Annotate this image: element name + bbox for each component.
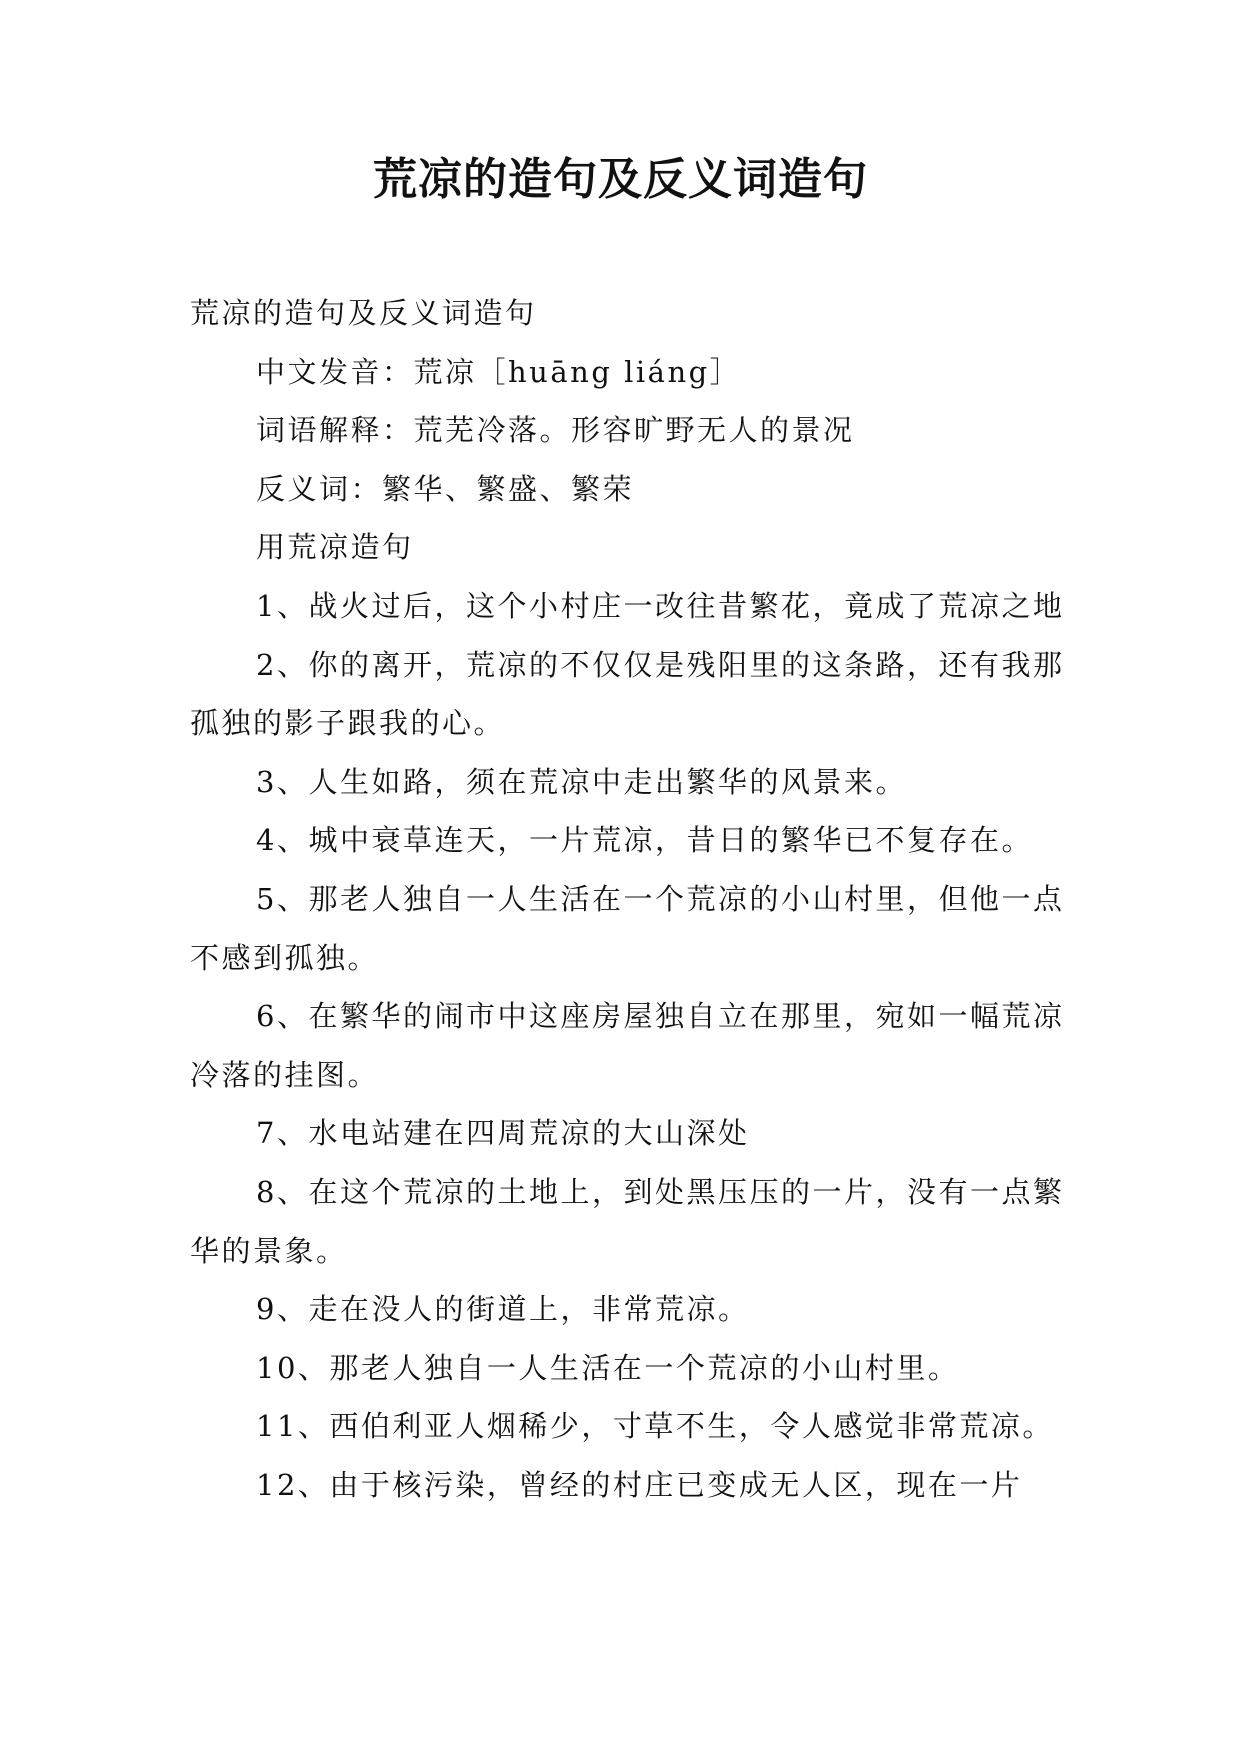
- examples-heading: 用荒凉造句: [256, 530, 414, 565]
- example-sentence: 2、你的离开，荒凉的不仅仅是残阳里的这条路，还有我那孤独的影子跟我的心。: [190, 647, 1065, 741]
- example-sentence: 3、人生如路，须在荒凉中走出繁华的风景来。: [256, 764, 907, 799]
- example-sentence: 12、由于核污染，曾经的村庄已变成无人区，现在一片: [256, 1467, 1023, 1502]
- example-sentence: 1、战火过后，这个小村庄一改往昔繁花，竟成了荒凉之地: [256, 588, 1065, 623]
- example-sentence: 10、那老人独自一人生活在一个荒凉的小山村里。: [256, 1350, 960, 1385]
- example-sentence: 9、走在没人的街道上，非常荒凉。: [256, 1292, 750, 1327]
- subtitle-line: 荒凉的造句及反义词造句: [190, 296, 537, 330]
- example-sentence: 7、水电站建在四周荒凉的大山深处: [256, 1116, 750, 1151]
- example-sentence: 6、在繁华的闹市中这座房屋独自立在那里，宛如一幅荒凉冷落的挂图。: [190, 999, 1065, 1092]
- document-title: 荒凉的造句及反义词造句: [373, 154, 868, 205]
- example-sentence: 5、那老人独自一人生活在一个荒凉的小山村里，但他一点不感到孤独。: [190, 881, 1065, 975]
- definition-line: 词语解释：荒芜冷落。形容旷野无人的景况: [256, 413, 855, 448]
- example-sentence: 4、城中衰草连天，一片荒凉，昔日的繁华已不复存在。: [256, 823, 1033, 858]
- example-sentence: 8、在这个荒凉的土地上，到处黑压压的一片，没有一点繁华的景象。: [190, 1174, 1065, 1268]
- document-body: [190, 284, 1090, 1514]
- antonyms-line: 反义词：繁华、繁盛、繁荣: [256, 471, 635, 506]
- pronunciation-line: 中文发音：荒凉［huāng liáng］: [256, 354, 742, 389]
- example-sentence: 11、西伯利亚人烟稀少，寸草不生，令人感觉非常荒凉。: [256, 1409, 1054, 1444]
